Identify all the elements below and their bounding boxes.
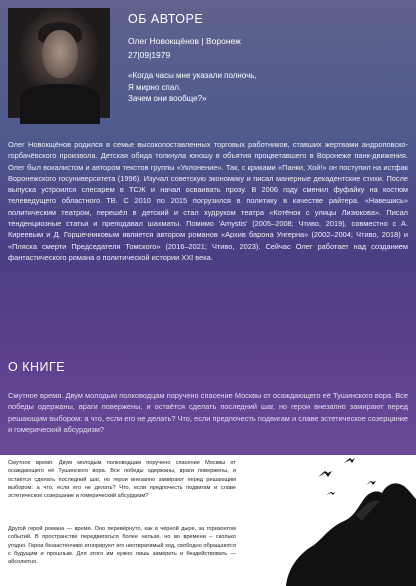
author-portrait-icon xyxy=(8,8,110,118)
author-biography: Олег Новокщёнов родился в семье высокопоставленных торговых работников, ставших жертвами андроповско-горбачёвского произвола. Детская обида толкнула юношу в объятия процветавшего в Воронеже панк-движения. Олег был вокалистом и автором текстов группы «Уклонение». Так, с криками «Панки, Хой!» он поступил на истфак Воронежского госуниверситета (1996). Изучал советскую экономику и писал манерные декадентские стихи. После выпуска устроился слесарем в ТСЖ и начал осваивать прозу. В 2006 году сменил фуфайку на костюм телеведущего областного ТВ. С 2010 по 2015 погрузился в политику в качестве райтера. «Навешись» политическим театром, перешёл в детский и стал худруком театра «Котёнок с улицы Лизюкова». Писал тенденциозные статьи и преподавал шахматы. Помимо 'Amystis' (2005–2008; Чтиво, 2019), совместно с А. Киреевым и Д. Горшечниковым является автором романов «Архив барона Унгерна» (2002–2004; Чтиво, 2018) и «Пляска смерти Председателя Томского» (2016–2021; Чтиво, 2023). Сейчас Олег работает над созданием фантастического романа о политической истории XXI века. xyxy=(8,140,408,262)
back-cover-paragraph: Смутное время. Двум молодым полководцам поручено спасение Москвы от осаждающего её Тушинского вора. Все победы одержаны, враги повержены, и остаётся сделать последний шаг, но герои внезапно замирают перед решающим выбором: а что, если его не делать? Что, если предпочесть подвигам и славе эстетическое созерцание и гомерический абсурдизм? xyxy=(8,460,236,500)
quote-line: «Когда часы мне указали полночь, xyxy=(128,71,257,80)
horse-and-birds-silhouette-icon xyxy=(226,455,416,586)
quote-line: Зачем они вообще?» xyxy=(128,94,207,103)
bird-icon xyxy=(366,481,376,485)
back-cover-preview xyxy=(0,455,416,586)
bird-icon xyxy=(326,492,335,495)
back-cover-paragraph: Другой герой романа — время. Оно перевёрнуто, как в чёрной дыре, за горизонтом событий. В пространстве передвигаться более нельзя, но во времени – сколько угодно. Герои беззастенчиво игнорируют его неотвратимый ход, свободно обращаются с будущим и прошлым. Для этого им нужно лишь замереть и бездействовать — абсолютно. xyxy=(8,526,236,566)
portrait-body xyxy=(20,84,100,124)
author-name: Олег Новокщёнов | Воронеж xyxy=(128,36,241,46)
bird-icon xyxy=(344,458,355,463)
horse-icon xyxy=(286,483,416,586)
bird-icon xyxy=(318,471,332,477)
book-section-title: О КНИГЕ xyxy=(8,360,66,374)
quote-line: Я мирно спал. xyxy=(128,82,182,92)
portrait-face xyxy=(42,30,78,78)
author-section-title: ОБ АВТОРЕ xyxy=(128,12,204,26)
author-quote xyxy=(128,70,388,105)
author-birth-date: 27|09|1979 xyxy=(128,50,171,60)
book-blurb: Смутное время. Двум молодым полководцам поручено спасение Москвы от осаждающего её Тушинского вора. Все победы одержаны, враги повержены, и остаётся сделать последний шаг, но герои внезапно замирают перед решающим выбором: а что, если его не делать? Что, если предпочесть подвигам и славе эстетическое созерцание и гомерический абсурдизм? xyxy=(8,391,408,434)
